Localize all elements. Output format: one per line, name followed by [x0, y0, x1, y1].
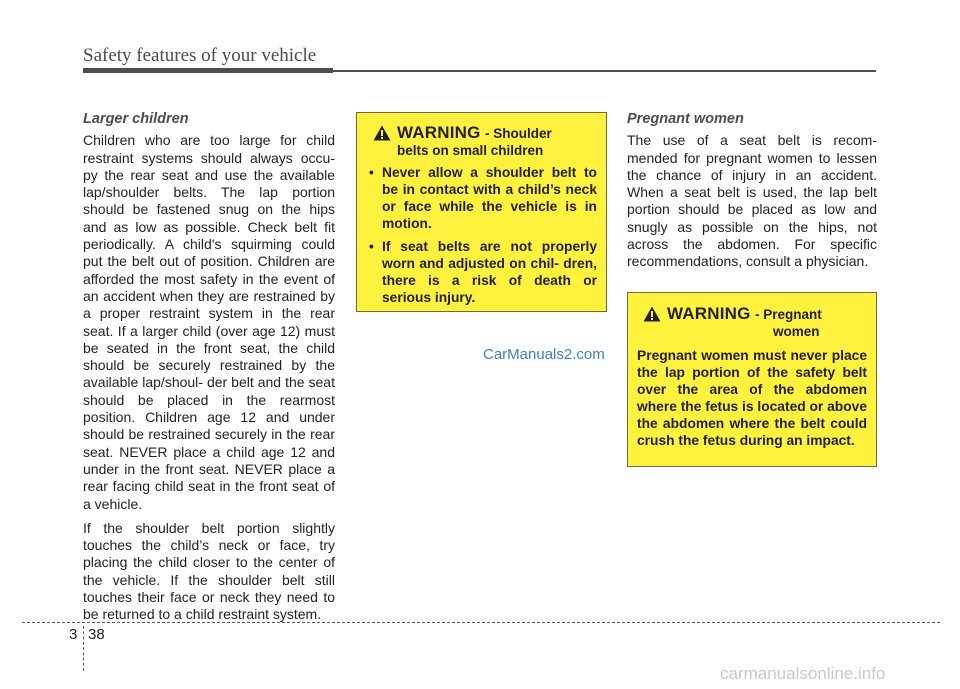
warning-box-pregnant-women: [627, 292, 877, 467]
warning-subtitle-line1: - Pregnant: [755, 307, 822, 322]
larger-children-paragraph-2: If the shoulder belt portion slightly touches the child’s neck or face, try placing the child closer to the center of the vehicle. If the shoulder belt still touches their face or neck they need to be returned to a child restraint system.: [83, 519, 335, 623]
footer-rule: [22, 622, 940, 623]
warning-list: [367, 164, 597, 306]
left-column: [83, 111, 335, 631]
carmanuals-watermark: CarManuals2.com: [483, 346, 605, 363]
page-number: 38: [88, 626, 105, 643]
larger-children-paragraph-1: Children who are too large for child restraint systems should always occu- py the rear seat and use the available lap/shoulder belts. The lap portion should be fastened snug on the hips and as low as possible. Check belt fit periodically. A child's squirming could put the belt out of position. Children are afforded the most safety in the event of an accident when they are restrained by a proper restraint system in the rear seat. If a larger child (over age 12) must be seated in the front seat, the child should be securely restrained by the available lap/shoul- der belt and the seat should be placed in the rearmost position. Children age 12 and under should be restrained securely in the rear seat. NEVER place a child age 12 and under in the front seat. NEVER place a rear facing child seat in the front seat of a vehicle.: [83, 132, 335, 512]
pregnant-women-heading: Pregnant women: [627, 111, 744, 127]
warning-word: WARNING: [397, 123, 481, 142]
footer-watermark: carmanualsonline.info: [720, 664, 886, 683]
warning-header: [637, 304, 867, 339]
warning-list-item: • Never allow a shoulder belt to be in contact with a child’s neck or face while the vehicle is in motion.: [367, 164, 597, 232]
warning-box-shoulder-belts: [356, 112, 607, 312]
header-rule-thin: [333, 70, 876, 72]
warning-subtitle-line1: - Shoulder: [485, 126, 552, 141]
warning-list-item: • If seat belts are not properly worn and adjusted on chil- dren, there is a risk of death or serious injury.: [367, 238, 597, 306]
warning-header: [367, 123, 597, 158]
pregnant-women-paragraph: The use of a seat belt is recom- mended for pregnant women to lessen the chance of injury in an accident. When a seat belt is used, the lap belt portion should be placed as low and snugly as possible on the hips, not across the abdomen. For specific recommendations, consult a physician.: [627, 132, 877, 270]
warning-subtitle-line2: belts on small children: [397, 143, 544, 158]
footer-vertical-rule: [83, 626, 84, 671]
header-rule-thick: [83, 68, 333, 73]
warning-body: Pregnant women must never place the lap portion of the safety belt over the area of the abdomen where the fetus is located or above the abdomen where the belt could crush the fetus during an impact.: [637, 348, 868, 448]
page-section-number: 3: [69, 626, 78, 643]
warning-triangle-icon: [373, 125, 391, 141]
warning-triangle-icon: [643, 306, 661, 322]
page-header-title: Safety features of your vehicle: [83, 45, 317, 66]
warning-subtitle-line2: women: [773, 324, 820, 339]
right-column: [627, 111, 877, 278]
warning-word: WARNING: [667, 304, 751, 323]
larger-children-heading: Larger children: [83, 111, 189, 127]
